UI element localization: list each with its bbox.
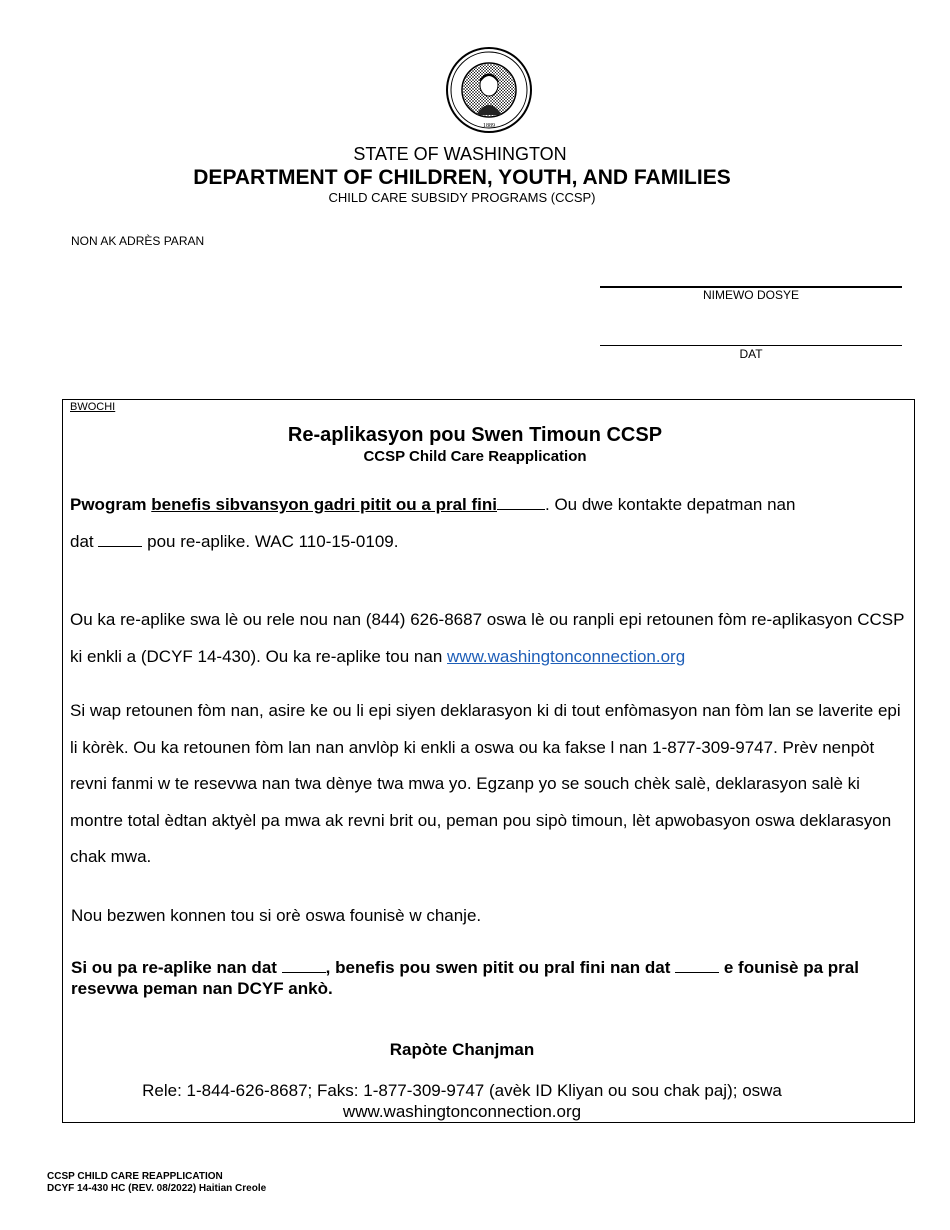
contact-dept-text: . Ou dwe kontakte depatman nan — [545, 495, 796, 514]
department-name: DEPARTMENT OF CHILDREN, YOUTH, AND FAMILIES — [193, 166, 731, 189]
end-date-blank[interactable] — [497, 495, 545, 510]
contact-info — [0, 1080, 937, 1122]
svg-text:1889: 1889 — [483, 123, 495, 129]
contact-date-blank[interactable] — [98, 532, 142, 547]
benefit-end-date-blank[interactable] — [675, 958, 719, 973]
footer-form-number: DCYF 14-430 HC (REV. 08/2022) Haitian Creole — [47, 1183, 267, 1194]
to-label: BWOCHI — [70, 401, 116, 413]
notice-title: Re-aplikasyon pou Swen Timoun CCSP — [287, 424, 663, 446]
program-label: Pwogram — [70, 495, 147, 514]
report-changes-heading: Rapòte Chanjman — [389, 1040, 535, 1059]
state-seal-icon — [446, 47, 532, 133]
program-name: CHILD CARE SUBSIDY PROGRAMS (CCSP) — [328, 190, 596, 205]
date-word: dat — [70, 531, 94, 551]
contact-phone-fax: Rele: 1-844-626-8687; Faks: 1-877-309-9747 (avèk ID Kliyan ou sou chak paj); oswa — [142, 1081, 782, 1100]
warning-text-c: e founisè pa pral resevwa peman nan DCYF ankò. — [71, 958, 859, 998]
benefits-ending-text: benefis sibvansyon gadri pitit ou a pral fini — [151, 495, 497, 514]
date-field[interactable] — [600, 345, 902, 346]
parent-name-address-label: NON AK ADRÈS PARAN — [71, 234, 205, 248]
paragraph-schedule-change: Nou bezwen konnen tou si orè oswa founisè w chanje. — [71, 906, 482, 925]
contact-website: www.washingtonconnection.org — [342, 1102, 582, 1121]
notice-subtitle: CCSP Child Care Reapplication — [363, 448, 587, 465]
paragraph-program-ending — [70, 487, 910, 560]
reapply-date-blank[interactable] — [282, 958, 326, 973]
reapply-wac-text: pou re-aplike. WAC 110-15-0109. — [147, 531, 399, 551]
paragraph-return-form: Si wap retounen fòm nan, asire ke ou li epi siyen deklarasyon ki di tout enfòmasyon nan fòm lan se laverite epi li kòrèk. Ou ka retounen fòm lan nan anvlòp ki enkli a oswa ou ka fakse l nan 1-877-309-9747. Prèv nenpòt revni fanmi w te resevwa nan twa dènye twa mwa yo. Egzanp yo se souch chèk salè, deklarasyon salè ki montre total èdtan aktyèl pa mwa ak revni brit ou, peman pou sipò timoun, lèt apwobasyon oswa deklarasyon chak mwa. — [70, 701, 901, 866]
date-label: DAT — [739, 347, 763, 361]
reapply-instructions: Ou ka re-aplike swa lè ou rele nou nan (844) 626-8687 oswa lè ou ranpli epi retounen fòm re-aplikasyon CCSP ki enkli a (DCYF 14-430). Ou ka re-aplike tou nan — [70, 610, 905, 666]
washington-connection-link[interactable]: www.washingtonconnection.org — [447, 646, 686, 666]
state-name: STATE OF WASHINGTON — [353, 144, 567, 164]
warning-text-b: , benefis pou swen pitit ou pral fini nan dat — [325, 958, 671, 977]
paragraph-how-to-reapply — [70, 602, 910, 675]
case-number-label: NIMEWO DOSYE — [702, 288, 799, 302]
paragraph-warning — [71, 957, 909, 999]
footer-form-title: CCSP CHILD CARE REAPPLICATION — [47, 1171, 223, 1182]
warning-text-a: Si ou pa re-aplike nan dat — [71, 958, 277, 977]
